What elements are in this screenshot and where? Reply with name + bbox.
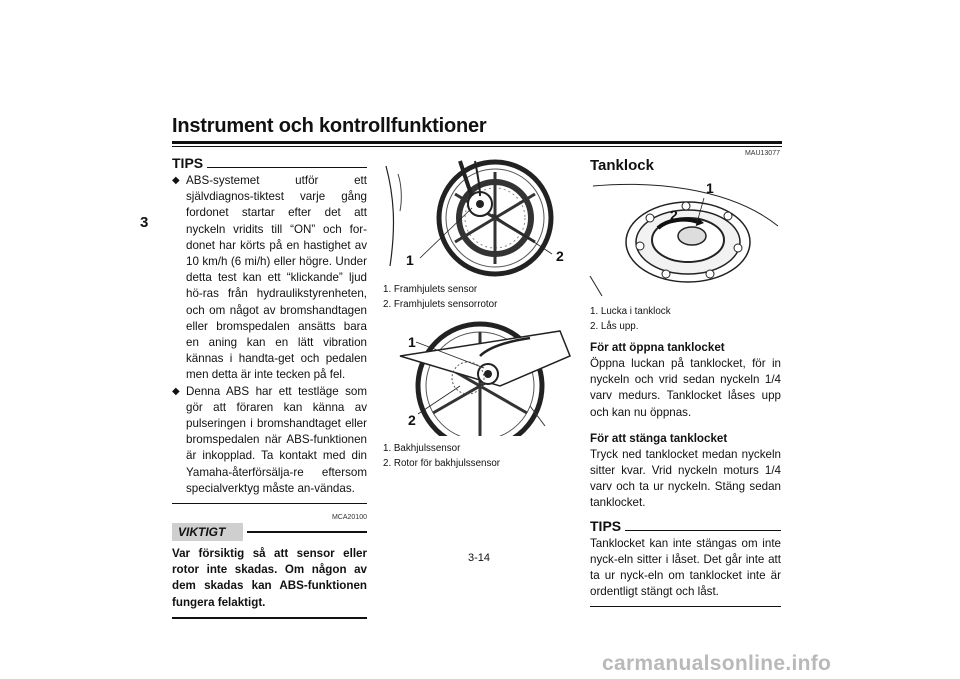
caption-1: 1. Framhjulets sensor bbox=[383, 284, 478, 295]
tips-label: TIPS bbox=[172, 155, 204, 171]
tips-item-2: Denna ABS har ett testläge som gör att föraren kan känna av pulseringen i bromshandtaget eller bromspedalen när ABS-funktionen är inkopplad. Ta kontakt med din Yamaha-återförsälja-re eftersom specialverktyg måste an-vändas. bbox=[186, 384, 367, 495]
notice-code: MCA20100 bbox=[331, 514, 367, 522]
tips-heading bbox=[172, 155, 367, 171]
right-text-column bbox=[590, 340, 781, 607]
tips-list bbox=[172, 173, 367, 497]
page-title: Instrument och kontrollfunktioner bbox=[172, 115, 487, 137]
title-rule-thin bbox=[172, 146, 782, 147]
close-heading: För att stänga tanklocket bbox=[590, 431, 728, 445]
front-wheel-figure bbox=[380, 156, 572, 278]
callout-2: 2 bbox=[556, 248, 564, 264]
callout-1: 1 bbox=[408, 334, 416, 350]
open-heading: För att öppna tanklocket bbox=[590, 341, 725, 354]
caption-2: 2. Rotor för bakhjulssensor bbox=[383, 458, 501, 469]
viktigt-end-rule bbox=[172, 617, 367, 619]
watermark: carmanualsonline.info bbox=[602, 652, 832, 675]
fuel-cap-figure bbox=[588, 176, 782, 302]
tips-item-1: ABS-systemet utför ett självdiagnos-tiktest varje gång fordonet startar efter det att nyckeln vridits till “ON” och for-donet har körts på en hastighet av 10 km/h (6 mi/h) eller högre. Under detta test kan ett “klickande” ljud hö-ras från hydraulikstyrenheten, och om något av bromshandtagen eller bromspedalen ansätts bara en aning kan en lätt vibration kännas i handta-get och pedalen men detta är inte tecken på fel. bbox=[186, 174, 367, 382]
bullet-icon: ◆ bbox=[172, 385, 180, 397]
title-rule bbox=[172, 141, 782, 144]
fuel-cap-captions bbox=[590, 304, 671, 334]
list-item bbox=[172, 384, 367, 497]
callout-1: 1 bbox=[406, 252, 414, 268]
tips-label: TIPS bbox=[590, 517, 622, 534]
viktigt-heading bbox=[172, 523, 367, 541]
front-wheel-captions bbox=[383, 282, 497, 312]
viktigt-text: Var försiktig så att sensor eller rotor inte skadas. Om någon av dem skadas kan ABS-funktionen fungera felaktigt. bbox=[172, 547, 367, 609]
page-number: 3-14 bbox=[468, 552, 491, 564]
open-text: Öppna luckan på tanklocket, för in nyckeln och vrid sedan nyckeln 1/4 varv medurs. Tanklocket låses upp och kan nu öppnas. bbox=[590, 357, 781, 419]
caption-1: 1. Bakhjulssensor bbox=[383, 443, 461, 454]
tips-end-rule bbox=[590, 606, 781, 607]
caption-2: 2. Framhjulets sensorrotor bbox=[383, 299, 498, 310]
caption-1: 1. Lucka i tanklock bbox=[590, 306, 671, 317]
chapter-number: 3 bbox=[140, 214, 149, 231]
tips-text: Tanklocket kan inte stängas om inte nyck-eln sitter i låset. Det går inte att ta ur nyck-eln om tanklocket inte är ordentligt stängt och låst. bbox=[590, 536, 781, 599]
tips-heading bbox=[590, 518, 781, 534]
left-column bbox=[172, 155, 367, 619]
callout-1: 1 bbox=[706, 180, 714, 196]
section-heading: Tanklock bbox=[590, 157, 654, 174]
rear-wheel-figure bbox=[380, 316, 574, 436]
close-text: Tryck ned tanklocket medan nyckeln sitter kvar. Vrid nyckeln moturs 1/4 varv och ta ur nyckeln. Stäng sedan tanklocket. bbox=[590, 447, 781, 510]
tips-end-rule bbox=[172, 503, 367, 504]
callout-2: 2 bbox=[670, 207, 678, 223]
viktigt-label: VIKTIGT bbox=[172, 523, 243, 541]
callout-2: 2 bbox=[408, 412, 416, 428]
list-item bbox=[172, 173, 367, 384]
fuel-cap-illustration bbox=[588, 176, 782, 302]
section-code: MAU13077 bbox=[744, 150, 780, 157]
bullet-icon: ◆ bbox=[172, 175, 180, 186]
rear-wheel-captions bbox=[383, 441, 500, 471]
caption-2: 2. Lås upp. bbox=[590, 321, 639, 332]
